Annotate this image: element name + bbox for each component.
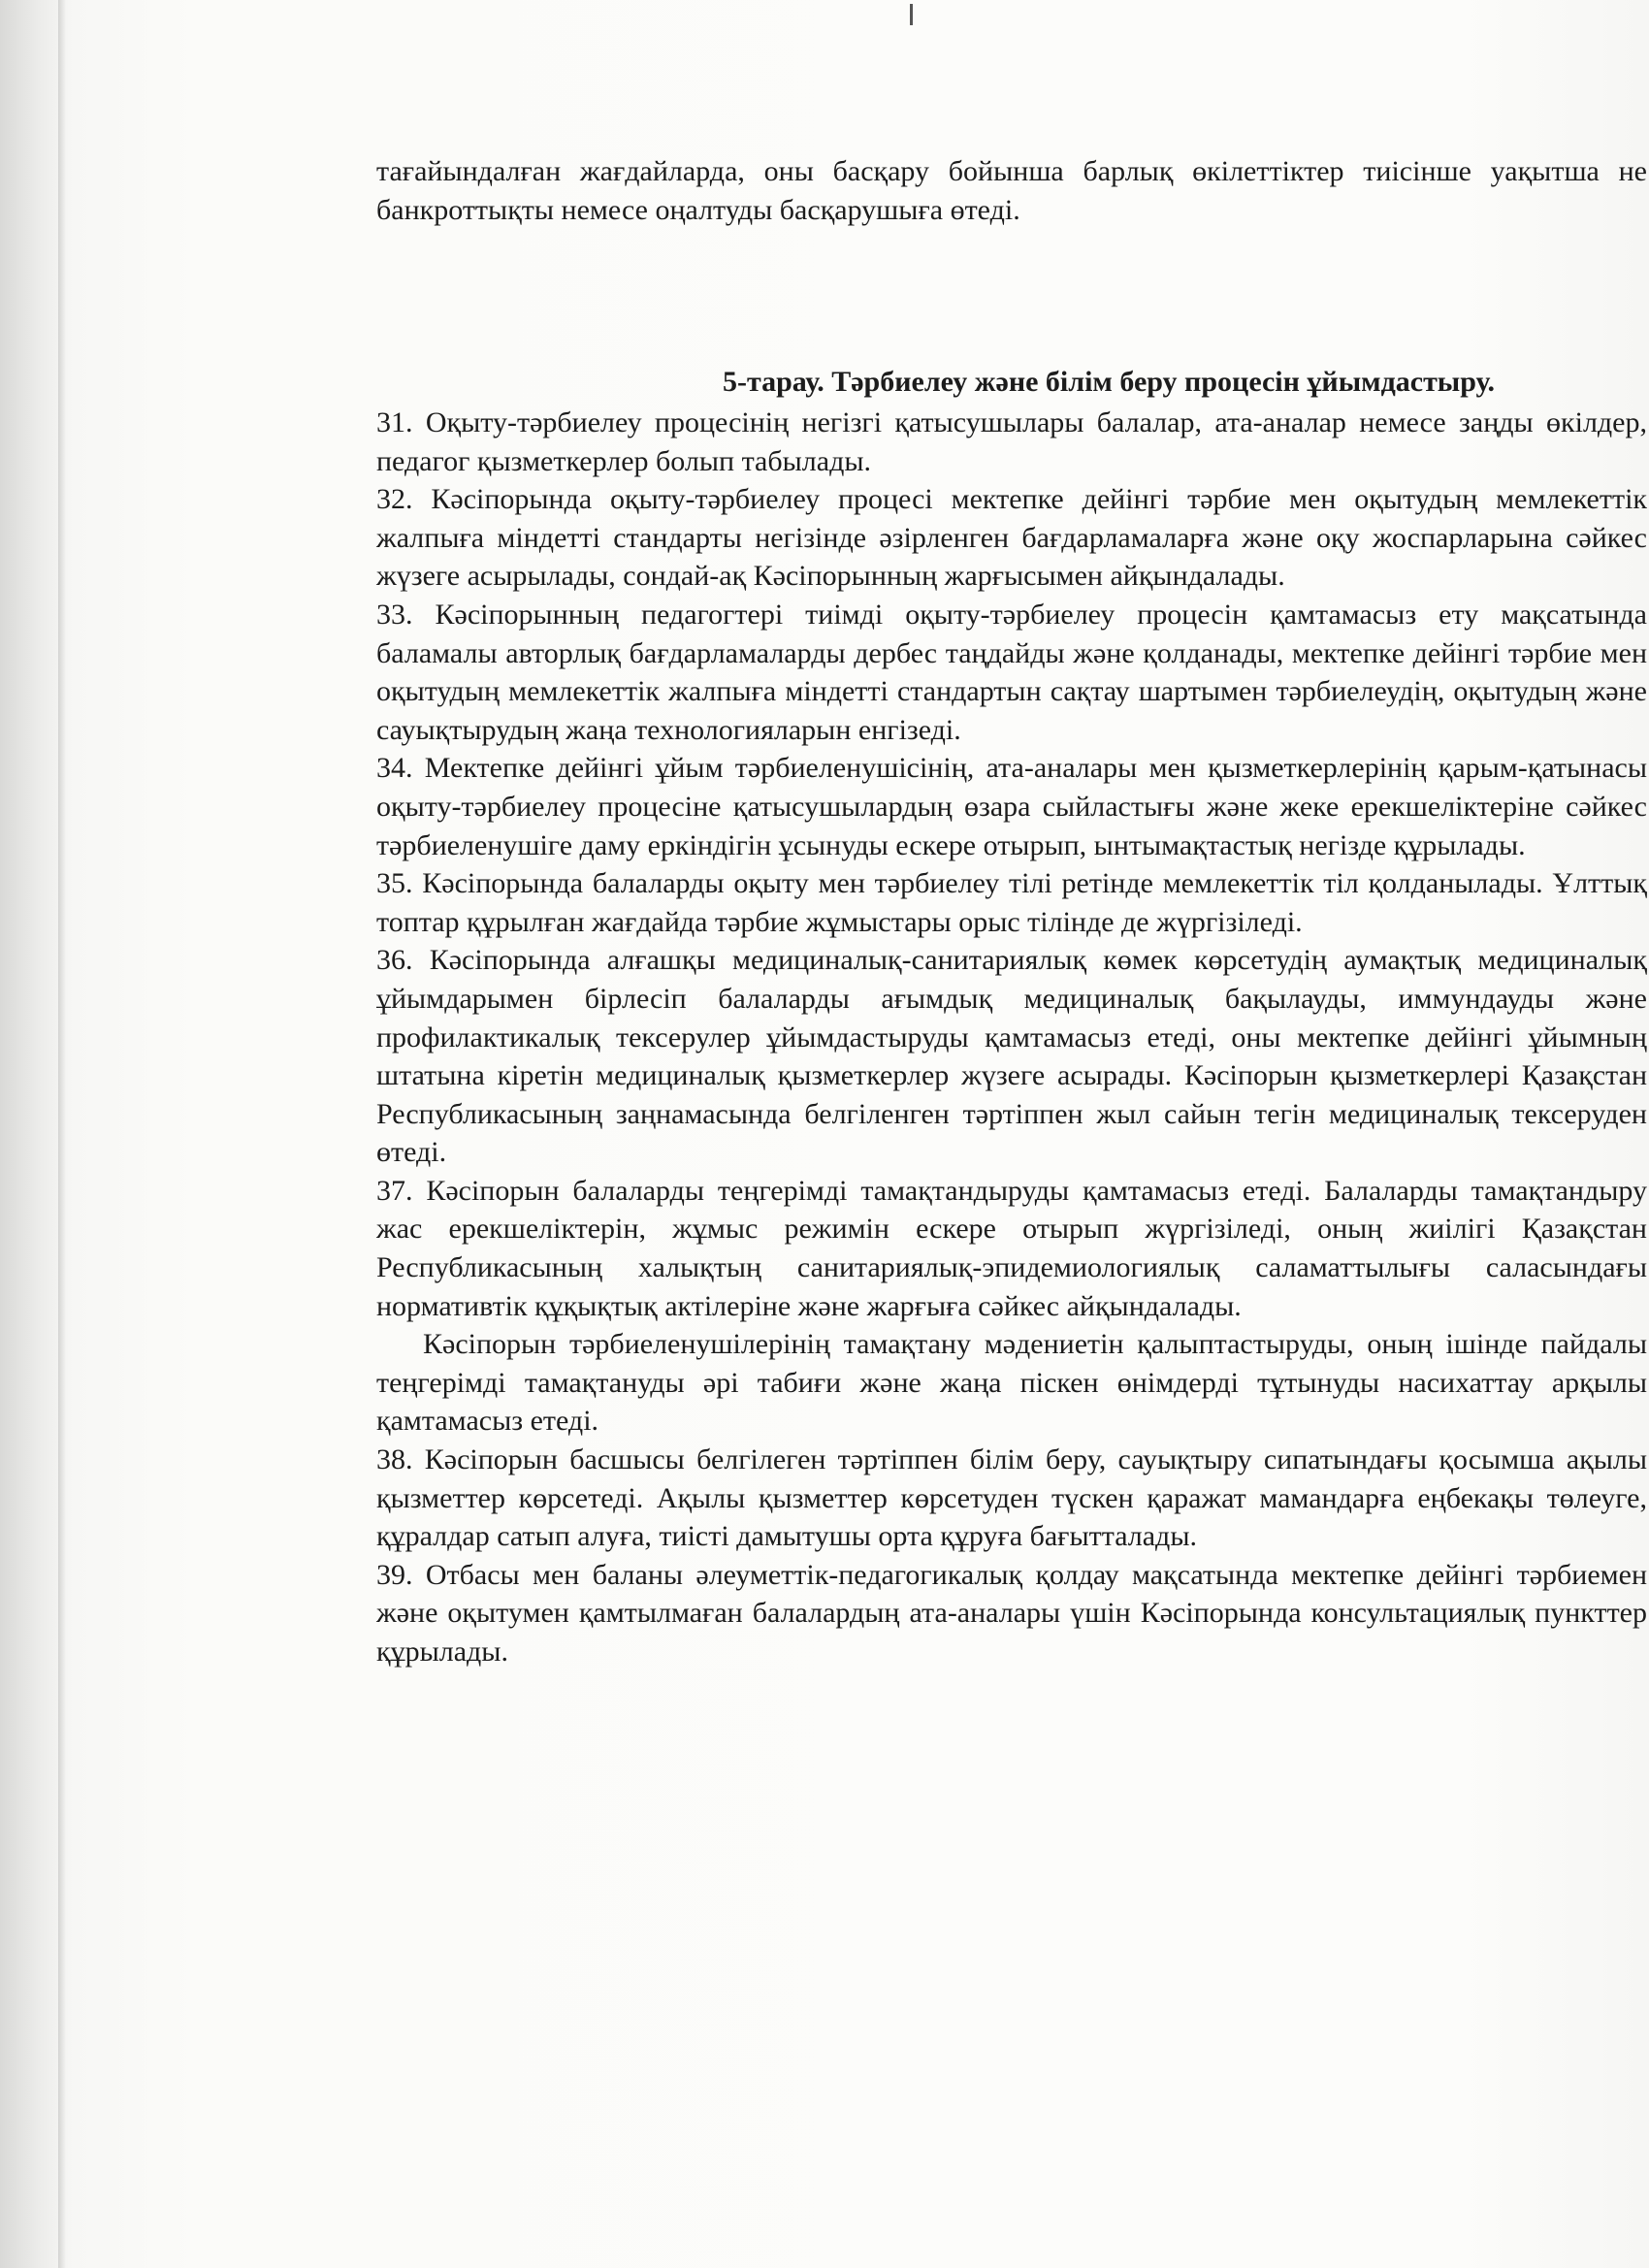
chapter-title: 5-тарау. Тәрбиелеу және білім беру процесін ұйымдастыру.: [722, 366, 1496, 398]
paragraph-37-continued: Кәсіпорын тәрбиеленушілерінің тамақтану мәдениетін қалыптастыруды, оның ішінде пайдалы теңгерімді тамақтануды әрі табиғи және жаңа піскен өнімдерді тұтынуды насихаттау арқылы қамтамасыз етеді.: [376, 1328, 1647, 1438]
top-scan-mark: [910, 4, 913, 25]
intro-paragraph: тағайындалған жағдайларда, оны басқару бойынша барлық өкілеттіктер тиісінше уақытша не банкроттықты немесе оңалтуды басқарушыға өтеді.: [376, 155, 1647, 226]
paragraph-34: 34. Мектепке дейінгі ұйым тәрбиеленушісінің, ата-аналары мен қызметкерлерінің қарым-қатынасы оқыту-тәрбиелеу процесіне қатысушылардың өзара сыйластығы және жеке ерекшеліктеріне сәйкес тәрбиеленушіге даму еркіндігін ұсынуды ескере отырып, ынтымақтастық негізде құрылады.: [376, 752, 1647, 861]
paragraph-36: 36. Кәсіпорында алғашқы медициналық-санитариялық көмек көрсетудің аумақтық медициналық ұйымдарымен бірлесіп балаларды ағымдық медициналық бақылауды, иммундауды және профилактикалық тексерулер ұйымдастыруды қамтамасыз етеді, оны мектепке дейінгі ұйымның штатына кіретін медициналық қызметкерлер жүзеге асырады. Кәсіпорын қызметкерлері Қазақстан Республикасының заңнамасында белгіленген тәртіппен жыл сайын тегін медициналық тексеруден өтеді.: [376, 944, 1647, 1169]
intro-section: [376, 152, 1647, 229]
chapter-section: [376, 361, 1647, 1671]
paragraph-39: 39. Отбасы мен баланы әлеуметтік-педагогикалық қолдау мақсатында мектепке дейінгі тәрбиемен және оқытумен қамтылмаған балалардың ата-аналары үшін Кәсіпорында консультациялық пункттер құрылады.: [376, 1558, 1647, 1668]
paragraph-32: 32. Кәсіпорында оқыту-тәрбиелеу процесі мектепке дейінгі тәрбие мен оқытудың мемлекеттік жалпыға міндетті стандарты негізінде әзірленген бағдарламаларға және оқу жоспарларына сәйкес жүзеге асырылады, сондай-ақ Кәсіпорынның жарғысымен айқындалады.: [376, 483, 1647, 593]
paragraph-35: 35. Кәсіпорында балаларды оқыту мен тәрбиелеу тілі ретінде мемлекеттік тіл қолданылады. Ұлттық топтар құрылған жағдайда тәрбие жұмыстары орыс тілінде де жүргізіледі.: [376, 867, 1647, 938]
paragraph-37: 37. Кәсіпорын балаларды теңгерімді тамақтандыруды қамтамасыз етеді. Балаларды тамақтандыру жас ерекшеліктерін, жұмыс режимін ескере отырып жүргізіледі, оның жиілігі Қазақстан Республикасының халықтың санитариялық-эпидемиологиялық саламаттылығы саласындағы нормативтік құқықтық актілеріне және жарғыға сәйкес айқындалады.: [376, 1174, 1647, 1322]
paragraph-38: 38. Кәсіпорын басшысы белгілеген тәртіппен білім беру, сауықтыру сипатындағы қосымша ақылы қызметтер көрсетеді. Ақылы қызметтер көрсетуден түскен қаражат мамандарға еңбекақы төлеуге, құралдар сатып алуға, тиісті дамытушы орта құруға бағытталады.: [376, 1443, 1647, 1553]
paragraph-33: 33. Кәсіпорынның педагогтері тиімді оқыту-тәрбиелеу процесін қамтамасыз ету мақсатында баламалы авторлық бағдарламаларды дербес таңдайды және қолданады, мектепке дейінгі тәрбие мен оқытудың мемлекеттік жалпыға міндетті стандартын сақтау шартымен тәрбиелеудің, оқытудың және сауықтырудың жаңа технологияларын енгізеді.: [376, 598, 1647, 746]
paragraph-31: 31. Оқыту-тәрбиелеу процесінің негізгі қатысушылары балалар, ата-аналар немесе заңды өкілдер, педагог қызметкерлер болып табылады.: [376, 406, 1647, 477]
binding-shadow: [58, 0, 66, 2268]
